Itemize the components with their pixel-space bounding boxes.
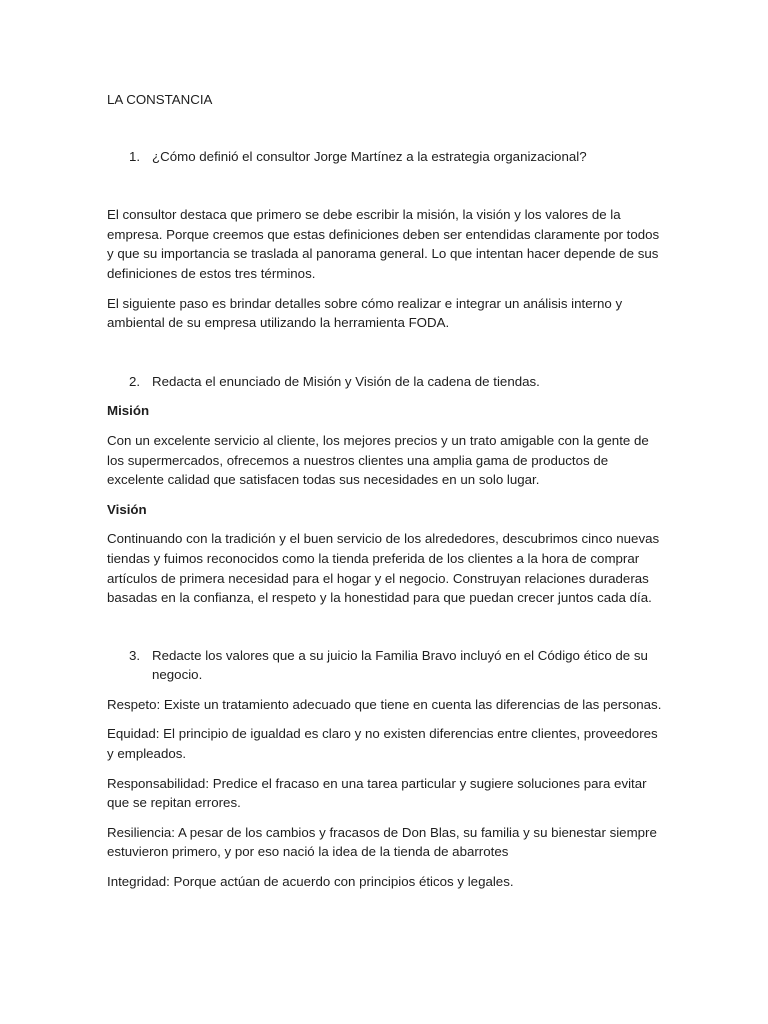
mision-heading: Misión xyxy=(107,403,150,419)
value-respeto: Respeto: Existe un tratamiento adecuado que tiene en cuenta las diferencias de las personas. xyxy=(107,696,662,712)
vision-heading: Visión xyxy=(107,501,147,517)
question-number: 1. xyxy=(129,148,141,164)
question-text: Redacte los valores que a su juicio la Familia Bravo incluyó en el Código ético de su negocio. xyxy=(152,647,648,683)
question-2 xyxy=(107,372,663,392)
value-equidad: Equidad: El principio de igualdad es claro y no existen diferencias entre clientes, proveedores y empleados. xyxy=(107,726,658,762)
value-resiliencia: Resiliencia: A pesar de los cambios y fracasos de Don Blas, su familia y su bienestar siempre estuvieron primero, y por eso nació la idea de la tienda de abarrotes xyxy=(107,824,657,860)
document-content xyxy=(107,90,663,902)
vision-text: Continuando con la tradición y el buen servicio de los alrededores, descubrimos cinco nuevas tiendas y fuimos reconocidos como la tienda preferida de los clientes a la hora de comprar artículos de primera necesidad para el hogar y el negocio. Construyan relaciones duraderas basadas en la confianza, el respeto y la honestidad para que puedan crecer juntos cada día. xyxy=(107,531,660,606)
answer-1-paragraph-2: El siguiente paso es brindar detalles sobre cómo realizar e integrar un análisis interno y ambiental de su empresa utilizando la herramienta FODA. xyxy=(107,295,623,331)
question-number: 2. xyxy=(129,373,141,389)
value-integridad: Integridad: Porque actúan de acuerdo con principios éticos y legales. xyxy=(107,874,514,890)
answer-1-paragraph-1: El consultor destaca que primero se debe escribir la misión, la visión y los valores de la empresa. Porque creemos que estas definiciones deben ser entendidas claramente por todos y que su importancia se traslada al panorama general. Lo que intentan hacer depende de sus definiciones de estos tres términos. xyxy=(107,207,660,281)
value-responsabilidad: Responsabilidad: Predice el fracaso en una tarea particular y sugiere soluciones para evitar que se repitan errores. xyxy=(107,775,647,811)
mision-text: Con un excelente servicio al cliente, los mejores precios y un trato amigable con la gente de los supermercados, ofrecemos a nuestros clientes una amplia gama de productos de excelente calidad que satisfacen todas sus necesidades en un solo lugar. xyxy=(107,432,649,488)
question-number: 3. xyxy=(129,647,141,663)
document-title: LA CONSTANCIA xyxy=(107,92,213,107)
question-1 xyxy=(107,147,663,167)
question-text: ¿Cómo definió el consultor Jorge Martínez a la estrategia organizacional? xyxy=(152,148,587,164)
question-3 xyxy=(107,646,663,685)
question-text: Redacta el enunciado de Misión y Visión de la cadena de tiendas. xyxy=(152,373,540,389)
